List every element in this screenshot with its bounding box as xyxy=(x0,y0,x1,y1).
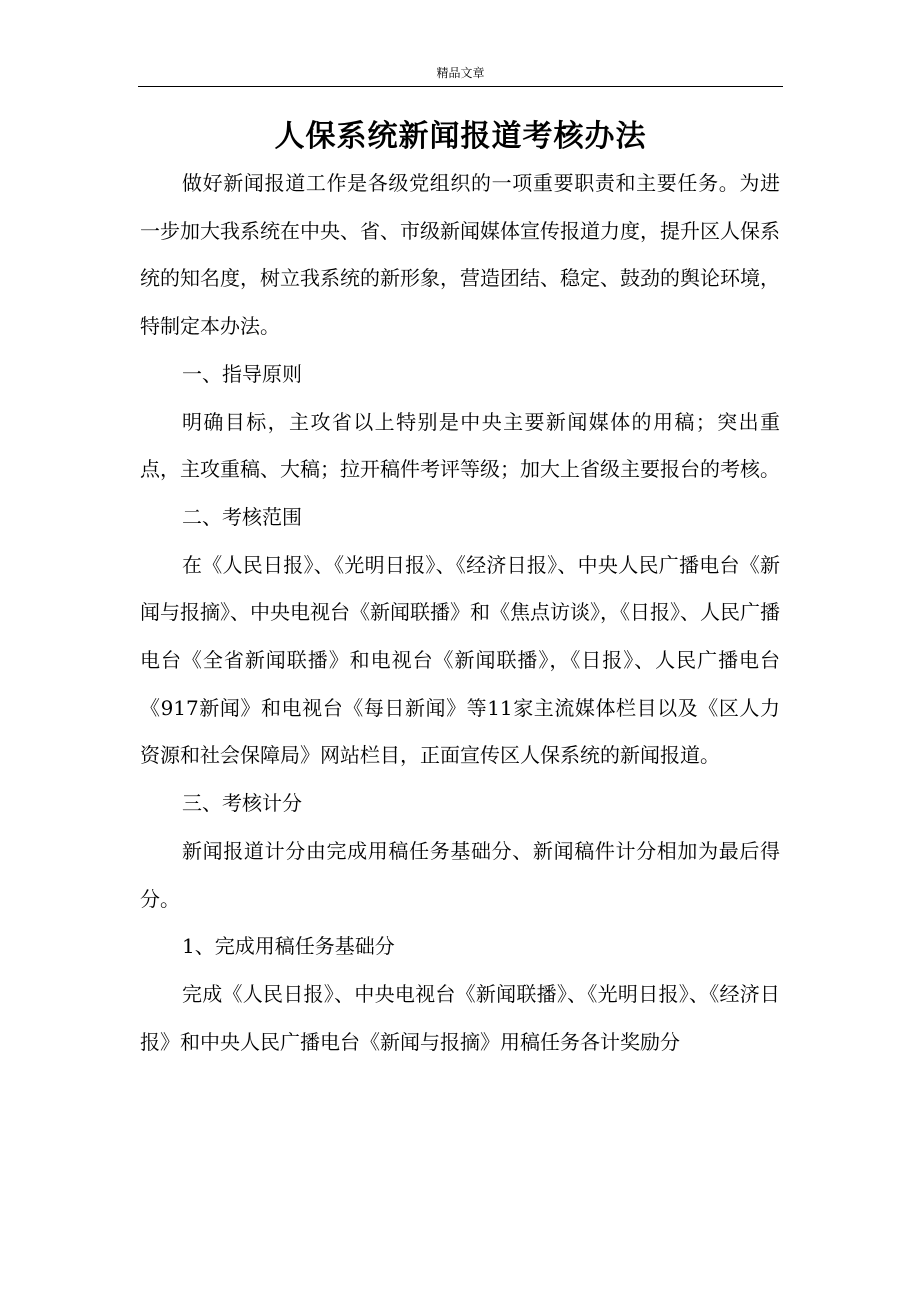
paragraph-scope: 在《人民日报》、《光明日报》、《经济日报》、中央人民广播电台《新闻与报摘》、中央电视台《新闻联播》和《焦点访谈》，《日报》、人民广播电台《全省新闻联播》和电视台《新闻联播》，《日报》、人民广播电台《917新闻》和电视台《每日新闻》等11家主流媒体栏目以及《区人力资源和社会保障局》网站栏目，正面宣传区人保系统的新闻报道。 xyxy=(140,552,780,768)
page-header xyxy=(138,60,783,87)
section-heading-3: 三、考核计分 xyxy=(182,791,302,816)
paragraph-scoring: 新闻报道计分由完成用稿任务基础分、新闻稿件计分相加为最后得分。 xyxy=(140,838,780,911)
paragraph-principles: 明确目标，主攻省以上特别是中央主要新闻媒体的用稿；突出重点，主攻重稿、大稿；拉开稿件考评等级；加大上省级主要报台的考核。 xyxy=(140,409,780,482)
document-body xyxy=(140,160,780,1066)
header-label: 精品文章 xyxy=(436,66,485,80)
section-heading-1: 一、指导原则 xyxy=(182,361,302,386)
subsection-heading-1: 1、完成用稿任务基础分 xyxy=(182,934,395,959)
paragraph-base-score: 完成《人民日报》、中央电视台《新闻联播》、《光明日报》、《经济日报》和中央人民广播电台《新闻与报摘》用稿任务各计奖励分 xyxy=(140,981,780,1054)
paragraph-intro: 做好新闻报道工作是各级党组织的一项重要职责和主要任务。为进一步加大我系统在中央、省、市级新闻媒体宣传报道力度，提升区人保系统的知名度，树立我系统的新形象，营造团结、稳定、鼓劲的舆论环境，特制定本办法。 xyxy=(140,171,780,339)
document-title: 人保系统新闻报道考核办法 xyxy=(274,119,647,154)
section-heading-2: 二、考核范围 xyxy=(182,504,302,529)
